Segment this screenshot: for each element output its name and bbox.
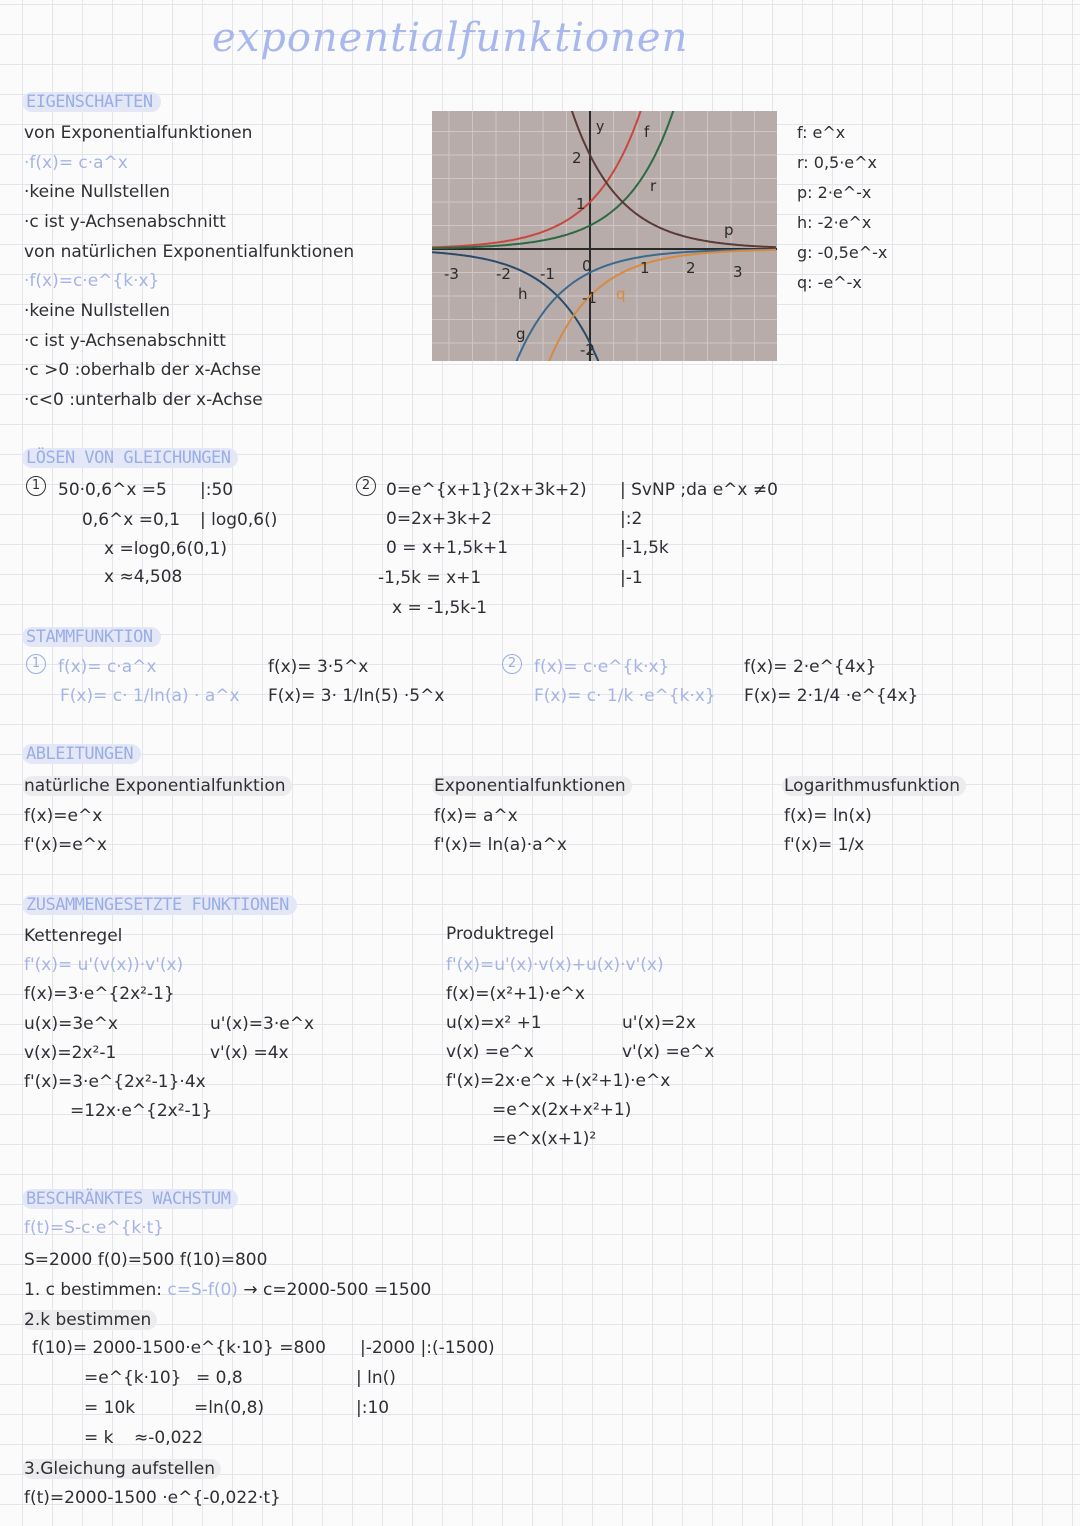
produkt-line: v(x) =e^x <box>446 1042 534 1062</box>
ableitung-col1-title: natürliche Exponentialfunktion <box>22 776 292 796</box>
stammfunktion-heading: STAMMFUNKTION <box>22 627 161 647</box>
zusammengesetzt-heading: ZUSAMMENGESETZTE FUNKTIONEN <box>22 895 297 915</box>
stamm-d1: f(x)= 2·e^{4x} <box>744 657 877 677</box>
step3-formula: f(t)=2000-1500 ·e^{-0,022·t} <box>24 1488 281 1508</box>
eq1-line: 50·0,6^x =5 <box>58 480 167 500</box>
eig-line: ·keine Nullstellen <box>24 301 171 321</box>
step2-op: |:10 <box>356 1398 390 1418</box>
eq2-line: 0=2x+3k+2 <box>386 509 492 529</box>
kette-line: u(x)=3e^x <box>24 1014 118 1034</box>
eq1-number <box>26 476 52 496</box>
legend-item: r: 0,5·e^x <box>797 153 878 172</box>
x-tick: 0 <box>582 257 592 275</box>
function-graph <box>432 111 777 361</box>
curve-label-r: r <box>650 177 657 195</box>
step2-line: = k <box>84 1428 114 1448</box>
produktregel-formula: f'(x)=u'(x)·v(x)+u(x)·v'(x) <box>446 955 664 975</box>
eq1-line: x =log0,6(0,1) <box>104 539 227 559</box>
x-tick: -2 <box>496 265 511 283</box>
ableitung-col3-line: f(x)= ln(x) <box>784 806 872 826</box>
kette-right: v'(x) =4x <box>210 1043 289 1063</box>
graph-legend <box>797 118 887 298</box>
kettenregel-title: Kettenregel <box>24 926 123 946</box>
eq2-line: -1,5k = x+1 <box>378 568 482 588</box>
produkt-right: u'(x)=2x <box>622 1013 696 1033</box>
eig-line: ·f(x)=c·e^{k·x} <box>24 271 160 291</box>
produkt-right: v'(x) =e^x <box>622 1042 715 1062</box>
legend-item: p: 2·e^-x <box>797 183 872 202</box>
curve-label-g: g <box>516 325 526 343</box>
wachstum-given: S=2000 f(0)=500 f(10)=800 <box>24 1250 268 1270</box>
x-tick: 1 <box>640 259 650 277</box>
eq2-line: 0=e^{x+1}(2x+3k+2) <box>386 480 587 500</box>
curve-label-q: q <box>616 285 626 303</box>
eig-line: ·c ist y-Achsenabschnitt <box>24 331 226 351</box>
eigenschaften-heading: EIGENSCHAFTEN <box>22 92 161 112</box>
kette-line: f'(x)=3·e^{2x²-1}·4x <box>24 1072 206 1092</box>
x-tick: -1 <box>540 265 555 283</box>
y-tick: 2 <box>572 149 582 167</box>
eq1-step: |:50 <box>200 480 234 500</box>
step2-op: |-2000 |:(-1500) <box>360 1338 495 1358</box>
x-tick: -3 <box>444 265 459 283</box>
eig-line: ·keine Nullstellen <box>24 182 171 202</box>
legend-item: h: -2·e^x <box>797 213 872 232</box>
eq2-number <box>356 476 382 496</box>
stamm-b1: f(x)= 3·5^x <box>268 657 369 677</box>
eq2-line: 0 = x+1,5k+1 <box>386 538 509 558</box>
curve-label-f: f <box>644 123 650 141</box>
step2-line: f(10)= 2000-1500·e^{k·10} =800 <box>32 1338 326 1358</box>
stamm-a2: F(x)= c· 1/ln(a) · a^x <box>60 686 240 706</box>
kette-line: =12x·e^{2x²-1} <box>70 1101 213 1121</box>
wachstum-heading: BESCHRÄNKTES WACHSTUM <box>22 1189 238 1209</box>
kette-line: f(x)=3·e^{2x²-1} <box>24 984 175 1004</box>
ableitung-col2-line: f(x)= a^x <box>434 806 518 826</box>
stamm-b2: F(x)= 3· 1/ln(5) ·5^x <box>268 686 445 706</box>
step2-op: | ln() <box>356 1368 396 1388</box>
stamm-d2: F(x)= 2·1/4 ·e^{4x} <box>744 686 919 706</box>
stamm-c2: F(x)= c· 1/k ·e^{k·x} <box>534 686 716 706</box>
ableitungen-heading: ABLEITUNGEN <box>22 744 141 764</box>
produkt-line: f(x)=(x²+1)·e^x <box>446 984 585 1004</box>
step2-label: 2.k bestimmen <box>22 1310 157 1330</box>
eq1-line: x ≈4,508 <box>104 567 183 587</box>
ableitung-col3-line: f'(x)= 1/x <box>784 835 865 855</box>
ableitung-col1-line: f(x)=e^x <box>24 806 103 826</box>
ableitung-col1-line: f'(x)=e^x <box>24 835 107 855</box>
ableitung-col2-line: f'(x)= ln(a)·a^x <box>434 835 567 855</box>
eig-line: ·c >0 :oberhalb der x-Achse <box>24 360 262 380</box>
stamm-c1: f(x)= c·e^{k·x} <box>534 657 670 677</box>
kettenregel-formula: f'(x)= u'(v(x))·v'(x) <box>24 955 184 975</box>
stamm-number <box>502 654 528 674</box>
legend-item: q: -e^-x <box>797 273 862 292</box>
stamm-a1: f(x)= c·a^x <box>58 657 157 677</box>
circle-number: 1 <box>26 476 46 496</box>
eq2-step: | SvNP ;da e^x ≠0 <box>620 480 778 500</box>
eq1-step: | log0,6() <box>200 510 278 530</box>
produkt-line: =e^x(x+1)² <box>492 1129 597 1149</box>
step2-line: ≈-0,022 <box>134 1428 204 1448</box>
eig-line: von Exponentialfunktionen <box>24 123 253 143</box>
produktregel-title: Produktregel <box>446 924 555 944</box>
ableitung-col3-title: Logarithmusfunktion <box>782 776 966 796</box>
kette-right: u'(x)=3·e^x <box>210 1014 315 1034</box>
eig-line: ·c<0 :unterhalb der x-Achse <box>24 390 263 410</box>
kette-line: v(x)=2x²-1 <box>24 1043 117 1063</box>
eq2-line: x = -1,5k-1 <box>392 598 488 618</box>
step2-line: =e^{k·10} <box>84 1368 182 1388</box>
function-graph-svg <box>432 111 777 361</box>
legend-item: g: -0,5e^-x <box>797 243 888 262</box>
step2-line: = 10k <box>84 1398 136 1418</box>
eig-line: ·c ist y-Achsenabschnitt <box>24 212 226 232</box>
eig-line: ·f(x)= c·a^x <box>24 153 128 173</box>
produkt-line: u(x)=x² +1 <box>446 1013 542 1033</box>
eq2-step: |:2 <box>620 509 643 529</box>
circle-number: 1 <box>26 654 46 674</box>
step2-line: = 0,8 <box>196 1368 243 1388</box>
wachstum-formula: f(t)=S-c·e^{k·t} <box>24 1218 165 1238</box>
eq1-line: 0,6^x =0,1 <box>82 510 181 530</box>
gleichungen-heading: LÖSEN VON GLEICHUNGEN <box>22 448 238 468</box>
step1-label: 1. c bestimmen: <box>24 1280 162 1300</box>
circle-number: 2 <box>356 476 376 496</box>
step1 <box>24 1280 431 1300</box>
y-axis-label: y <box>596 119 605 135</box>
x-tick: 3 <box>733 263 743 281</box>
step1-formula: c=S-f(0) <box>167 1280 238 1300</box>
produkt-line: =e^x(2x+x²+1) <box>492 1100 632 1120</box>
eq2-step: |-1,5k <box>620 538 669 558</box>
page-title: exponentialfunktionen <box>212 15 689 61</box>
step2-line: =ln(0,8) <box>194 1398 265 1418</box>
stamm-number <box>26 654 52 674</box>
curve-label-h: h <box>518 285 528 303</box>
circle-number: 2 <box>502 654 522 674</box>
step3-label: 3.Gleichung aufstellen <box>22 1459 221 1479</box>
produkt-line: f'(x)=2x·e^x +(x²+1)·e^x <box>446 1071 671 1091</box>
ableitung-col2-title: Exponentialfunktionen <box>432 776 632 796</box>
y-tick: -1 <box>582 289 597 307</box>
y-tick: -2 <box>580 341 595 359</box>
x-tick: 2 <box>686 259 696 277</box>
eig-line: von natürlichen Exponentialfunktionen <box>24 242 355 262</box>
step1-result: → c=2000-500 =1500 <box>243 1280 432 1300</box>
eq2-step: |-1 <box>620 568 643 588</box>
curve-label-p: p <box>724 221 734 239</box>
legend-item: f: e^x <box>797 123 846 142</box>
y-tick: 1 <box>576 195 586 213</box>
